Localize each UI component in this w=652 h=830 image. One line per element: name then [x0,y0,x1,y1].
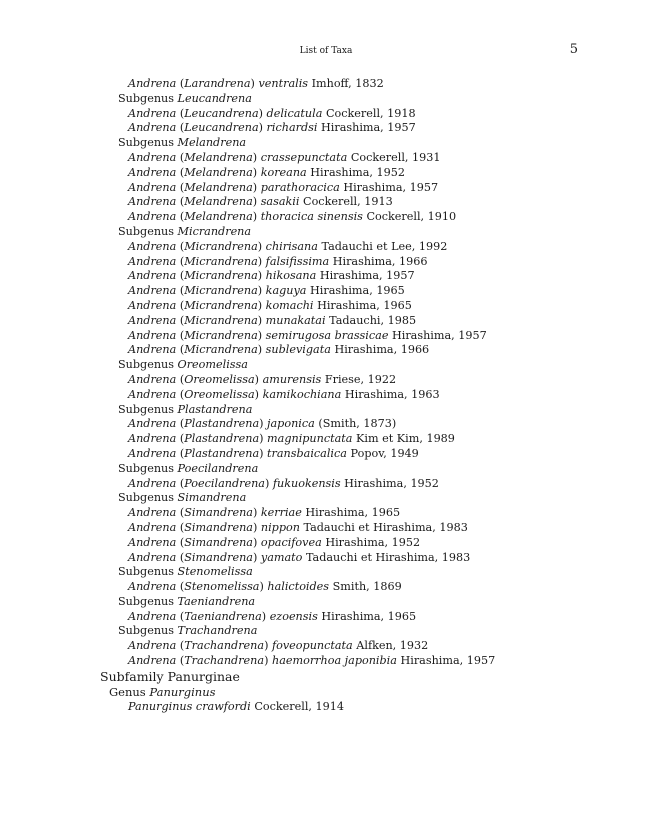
running-title: List of Taxa [299,46,353,56]
species-epithet: yamato [260,550,303,564]
genus-name: Andrena [128,446,177,460]
rank-label: Subgenus [118,491,174,505]
author-citation: Hirashima, 1965 [317,298,412,312]
species-epithet: falsifissima [265,254,330,268]
author-citation: Tadauchi et Hirashima, 1983 [303,520,468,534]
species-entry: Andrena (Trachandrena) foveopunctata Alfken, 1932 [128,639,429,653]
subgenus-name: Melandrena [184,180,253,194]
species-epithet: opacifovea [260,535,322,549]
author-citation: Hirashima, 1957 [321,121,416,135]
genus-name: Andrena [128,639,177,653]
species-entry: Andrena (Taeniandrena) ezoensis Hirashima, 1965 [128,609,417,623]
subgenus-heading [0,225,652,240]
species-epithet: crawfordi [195,699,251,713]
species-entry: Andrena (Melandrena) thoracica sinensis Cockerell, 1910 [128,210,457,224]
rank-label: Subfamily [100,668,164,684]
species-entry: Andrena (Melandrena) sasakii Cockerell, 1913 [128,195,393,209]
genus-name: Andrena [128,195,177,209]
author-citation: Hirashima, 1966 [332,254,428,268]
subgenus-name: Micrandrena [184,328,258,342]
species-epithet: kaguya [265,284,307,298]
genus-name: Andrena [128,313,177,327]
species-entry: Andrena (Plastandrena) transbaicalica Popov, 1949 [128,446,419,460]
genus-name: Andrena [128,254,177,268]
subgenus-name: Micrandrena [184,254,258,268]
rank-label: Genus [109,684,146,699]
genus-name: Andrena [128,106,177,120]
species-entry: Andrena (Micrandrena) chirisana Tadauchi et Lee, 1992 [128,239,448,253]
author-citation: Tadauchi, 1985 [329,313,417,327]
genus-name: Panurginus [128,699,193,713]
subgenus-heading [0,595,652,610]
author-citation: Imhoff, 1832 [311,77,384,90]
subgenus-name: Plastandrena [184,432,260,446]
species-epithet: koreana [260,165,307,179]
genus-name: Andrena [128,269,177,283]
author-citation: Alfken, 1932 [356,639,429,653]
subgenus-heading [0,403,652,418]
genus-heading [0,685,652,700]
species-entry: Andrena (Melandrena) parathoracica Hirashima, 1957 [128,180,439,194]
genus-name: Andrena [128,180,177,194]
species-entry: Andrena (Melandrena) crassepunctata Cockerell, 1931 [128,150,441,164]
genus-name: Andrena [128,121,177,135]
genus-name: Andrena [128,210,177,224]
taxon-name: Plastandrena [177,402,253,416]
author-citation: Hirashima, 1957 [392,328,487,342]
species-epithet: japonica [267,417,315,431]
species-entry: Andrena (Micrandrena) kaguya Hirashima, 1965 [128,284,405,298]
author-citation: (Smith, 1873) [318,417,397,431]
rank-label: Subgenus [118,224,174,238]
author-citation: Cockerell, 1931 [350,150,441,164]
author-citation: Popov, 1949 [350,446,419,460]
species-entry: Andrena (Oreomelissa) amurensis Friese, 1922 [128,372,397,386]
genus-name: Andrena [128,165,177,179]
rank-label: Subgenus [118,136,174,150]
subgenus-name: Melandrena [184,210,253,224]
taxon-name: Simandrena [177,491,247,505]
species-entry: Andrena (Larandrena) ventralis Imhoff, 1832 [128,77,384,90]
species-epithet: komachi [265,298,314,312]
author-citation: Cockerell, 1910 [366,210,457,224]
author-citation: Tadauchi et Hirashima, 1983 [305,550,471,564]
author-citation: Hirashima, 1965 [310,284,405,298]
species-epithet: amurensis [262,372,322,386]
species-epithet: kerriae [260,506,302,520]
species-epithet: thoracica sinensis [260,210,363,224]
subgenus-heading [0,462,652,477]
species-entry: Andrena (Stenomelissa) halictoides Smith, 1869 [128,580,402,594]
species-epithet: sasakii [260,195,300,209]
subgenus-name: Micrandrena [184,343,258,357]
species-epithet: crassepunctata [260,150,348,164]
rank-label: Subgenus [118,358,174,372]
species-entry: Andrena (Plastandrena) japonica (Smith, 1873) [128,417,397,431]
subgenus-name: Oreomelissa [184,372,255,386]
species-entry: Andrena (Micrandrena) hikosana Hirashima, 1957 [128,269,415,283]
author-citation: Kim et Kim, 1989 [356,432,455,446]
subgenus-name: Trachandrena [184,639,265,653]
author-citation: Cockerell, 1914 [254,699,344,713]
author-citation: Hirashima, 1952 [325,535,421,549]
subgenus-name: Melandrena [184,165,253,179]
subgenus-name: Simandrena [184,520,253,534]
author-citation: Hirashima, 1963 [344,387,440,401]
species-entry: Andrena (Simandrena) nippon Tadauchi et Hirashima, 1983 [128,520,468,534]
species-entry: Andrena (Micrandrena) sublevigata Hirashima, 1966 [128,343,430,357]
subgenus-name: Micrandrena [184,298,258,312]
species-epithet: ezoensis [269,609,318,623]
genus-name: Andrena [128,550,177,564]
subgenus-heading [0,136,652,151]
taxon-name: Melandrena [177,136,247,150]
species-epithet: halictoides [267,580,330,594]
genus-name: Andrena [128,150,177,164]
running-header [0,42,652,62]
taxon-name: Stenomelissa [177,565,253,579]
subgenus-name: Micrandrena [184,284,258,298]
subgenus-name: Plastandrena [184,417,260,431]
genus-name: Andrena [128,343,177,357]
taxa-list [0,77,652,714]
taxon-name: Panurginae [167,668,240,684]
genus-name: Andrena [128,609,177,623]
species-entry: Andrena (Leucandrena) richardsi Hirashima, 1957 [128,121,416,135]
taxon-name: Oreomelissa [177,358,248,372]
author-citation: Smith, 1869 [332,580,402,594]
author-citation: Tadauchi et Lee, 1992 [321,239,448,253]
species-epithet: semirugosa brassicae [265,328,389,342]
genus-name: Andrena [128,298,177,312]
genus-name: Andrena [128,77,177,90]
rank-label: Subgenus [118,91,174,105]
author-citation: Hirashima, 1966 [334,343,430,357]
species-epithet: delicatula [266,106,323,120]
genus-name: Andrena [128,432,177,446]
author-citation: Hirashima, 1957 [319,269,415,283]
species-entry: Andrena (Micrandrena) semirugosa brassicae Hirashima, 1957 [128,328,487,342]
species-epithet: sublevigata [265,343,331,357]
taxon-name: Micrandrena [177,224,252,238]
rank-label: Subgenus [118,624,174,638]
subgenus-name: Poecilandrena [184,476,265,490]
species-epithet: foveopunctata [271,639,353,653]
genus-name: Andrena [128,654,177,668]
subgenus-name: Micrandrena [184,269,258,283]
genus-name: Andrena [128,535,177,549]
species-epithet: transbaicalica [267,446,347,460]
rank-label: Subgenus [118,402,174,416]
species-entry: Andrena (Oreomelissa) kamikochiana Hirashima, 1963 [128,387,440,401]
taxon-name: Leucandrena [177,91,252,105]
author-citation: Hirashima, 1957 [400,654,496,668]
species-entry: Andrena (Trachandrena) haemorrhoa japonibia Hirashima, 1957 [128,654,496,668]
subgenus-name: Melandrena [184,150,253,164]
species-epithet: munakatai [265,313,326,327]
genus-name: Andrena [128,372,177,386]
subgenus-name: Taeniandrena [184,609,262,623]
species-entry: Andrena (Micrandrena) falsifissima Hirashima, 1966 [128,254,428,268]
subgenus-name: Leucandrena [184,106,259,120]
species-entry: Andrena (Simandrena) kerriae Hirashima, 1965 [128,506,401,520]
rank-label: Subgenus [118,461,174,475]
author-citation: Hirashima, 1965 [305,506,401,520]
subgenus-name: Melandrena [184,195,253,209]
subgenus-heading [0,358,652,373]
taxon-name: Panurginus [149,684,216,699]
genus-name: Andrena [128,239,177,253]
species-entry: Andrena (Melandrena) koreana Hirashima, 1952 [128,165,406,179]
species-epithet: richardsi [266,121,318,135]
subgenus-name: Micrandrena [184,239,258,253]
taxon-name: Trachandrena [177,624,258,638]
author-citation: Hirashima, 1952 [344,476,439,490]
subgenus-name: Oreomelissa [184,387,255,401]
page-number: 5 [569,42,578,57]
species-epithet: fukuokensis [272,476,341,490]
author-citation: Hirashima, 1957 [343,180,439,194]
taxon-name: Taeniandrena [177,594,256,608]
subgenus-name: Trachandrena [184,654,265,668]
species-epithet: ventralis [258,77,309,90]
subgenus-heading [0,491,652,506]
subgenus-name: Simandrena [184,535,253,549]
species-epithet: nippon [260,520,300,534]
subgenus-heading [0,624,652,639]
rank-label: Subgenus [118,565,174,579]
genus-name: Andrena [128,476,177,490]
author-citation: Cockerell, 1913 [303,195,393,209]
subfamily-heading [0,669,652,685]
species-entry: Andrena (Plastandrena) magnipunctata Kim et Kim, 1989 [128,432,455,446]
species-entry: Andrena (Micrandrena) munakatai Tadauchi, 1985 [128,313,417,327]
subgenus-name: Stenomelissa [184,580,260,594]
species-epithet: chirisana [265,239,318,253]
species-entry: Andrena (Micrandrena) komachi Hirashima, 1965 [128,298,412,312]
genus-name: Andrena [128,520,177,534]
subgenus-name: Simandrena [184,550,253,564]
species-entry: Andrena (Simandrena) opacifovea Hirashima, 1952 [128,535,421,549]
species-entry: Andrena (Simandrena) yamato Tadauchi et Hirashima, 1983 [128,550,471,564]
species-entry: Andrena (Poecilandrena) fukuokensis Hirashima, 1952 [128,476,439,490]
subgenus-name: Plastandrena [184,446,260,460]
subgenus-heading [0,565,652,580]
genus-name: Andrena [128,506,177,520]
subgenus-name: Micrandrena [184,313,258,327]
genus-name: Andrena [128,580,177,594]
genus-name: Andrena [128,284,177,298]
species-epithet: kamikochiana [262,387,342,401]
taxon-name: Poecilandrena [177,461,259,475]
species-epithet: hikosana [265,269,317,283]
genus-name: Andrena [128,387,177,401]
species-epithet: parathoracica [260,180,340,194]
author-citation: Hirashima, 1965 [321,609,417,623]
species-entry: Andrena (Leucandrena) delicatula Cockerell, 1918 [128,106,416,120]
subgenus-heading [0,92,652,107]
author-citation: Friese, 1922 [324,372,397,386]
species-epithet: magnipunctata [267,432,353,446]
rank-label: Subgenus [118,594,174,608]
species-epithet: haemorrhoa japonibia [271,654,397,668]
author-citation: Cockerell, 1918 [325,106,416,120]
subgenus-name: Leucandrena [184,121,259,135]
genus-name: Andrena [128,328,177,342]
author-citation: Hirashima, 1952 [310,165,406,179]
subgenus-name: Larandrena [184,77,251,90]
subgenus-name: Simandrena [184,506,253,520]
genus-name: Andrena [128,417,177,431]
species-entry [0,700,652,715]
